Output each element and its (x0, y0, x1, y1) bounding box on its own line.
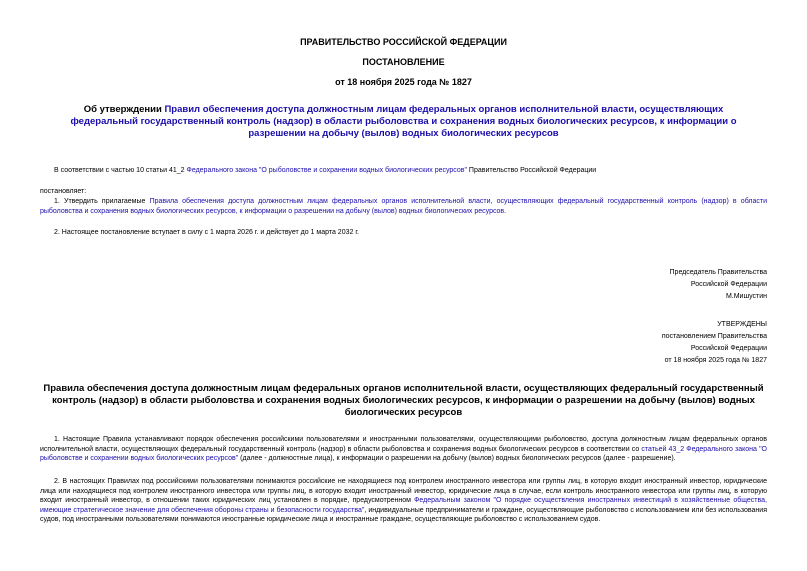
issuer-heading: ПРАВИТЕЛЬСТВО РОССИЙСКОЙ ФЕДЕРАЦИИ (300, 37, 507, 47)
preamble-text: В соответствии с частью 10 статьи 41_2 (54, 167, 187, 174)
item-1-paragraph (40, 197, 767, 216)
foreign-investment-law-link[interactable]: Федеральным законом "О порядке осуществления иностранных инвестиций в хозяйственные общества, имеющие стратегическое значение для обеспечения обороны страны и безопасности государства" (40, 497, 767, 514)
article-43-2-link[interactable]: статьей 43_2 Федерального закона "О рыболовстве и сохранении водных биологических ресурсов" (40, 445, 767, 462)
rule-2-end: , индивидуальные предприниматели и граждане, осуществляющие рыболовство с использованием или без использования судов, под иностранными пользователями понимаются иностранные юридические лица и иностранные граждане, осуществляющие рыболовство с использованием судов. (40, 506, 767, 523)
item-2-paragraph: 2. Настоящее постановление вступает в силу с 1 марта 2026 г. и действует до 1 марта 2032 г. (54, 229, 359, 236)
resolves-label: постановляет: (40, 188, 87, 195)
title-rules-link[interactable]: Правил обеспечения доступа должностным лицам федеральных органов исполнительной власти, осуществляющих федеральный государственный контроль (надзор) в области рыболовства и сохранения водных биологических ресурсов, к информации о разрешении на добычу (вылов) водных биологических ресурсов (70, 104, 737, 139)
title-prefix: Об утверждении (83, 104, 165, 115)
rule-1-end: (далее - должностные лица), к информации о разрешении на добычу (вылов) водных биологических ресурсов (далее - разрешение). (238, 455, 676, 462)
approval-heading: УТВЕРЖДЕНЫ (717, 321, 767, 328)
document-date-number: от 18 ноября 2025 года № 1827 (335, 77, 472, 87)
approval-date: от 18 ноября 2025 года № 1827 (664, 357, 767, 364)
fishing-law-link[interactable]: Федерального закона "О рыболовстве и сохранении водных биологических ресурсов" (186, 167, 467, 174)
item-1-end: . (504, 207, 507, 215)
rules-link[interactable]: Правила обеспечения доступа должностным лицам федеральных органов исполнительной власти, осуществляющих федеральный государственный контроль (надзор) в области рыболовства и сохранения водных биологических ресурсов, к информации о разрешении на добычу (вылов) водных биологических ресурсов (40, 198, 767, 215)
document-title (52, 104, 755, 140)
approval-by: постановлением Правительства (661, 333, 767, 340)
document-type: ПОСТАНОВЛЕНИЕ (362, 57, 445, 67)
signature-position: Председатель Правительства (669, 269, 767, 276)
rule-2-text: 2. В настоящих Правилах под российскими пользователями понимаются российские не находящиеся под контролем иностранного инвестора или группы лиц, в которую входит иностранный инвестор, юридические лица или находящиеся под контролем иностранного инвестора или группы лиц, в которую входит иностранный инвестор, юридические лица в случае, если контроль иностранного инвестора или группы лиц, в которую входит иностранный инвестор, в отношении таких юридических лиц установлен в порядке, предусмотренном (40, 478, 767, 504)
item-1-text: 1. Утвердить прилагаемые (54, 198, 150, 205)
preamble-paragraph (40, 166, 767, 176)
rule-1-text: 1. Настоящие Правила устанавливают порядок обеспечения российскими пользователями и иностранными пользователями, осуществляющими рыболовство, доступа должностным лицам федеральных органов исполнительной власти, осуществляющих федеральный государственный контроль (надзор) в области рыболовства и сохранения водных биологических ресурсов в соответствии со (40, 436, 767, 453)
rule-2-paragraph (40, 477, 767, 525)
signature-country: Российской Федерации (690, 281, 767, 288)
signature-name: М.Мишустин (725, 293, 767, 300)
signature-block (547, 267, 767, 303)
approval-block (547, 319, 767, 367)
approval-country: Российской Федерации (690, 345, 767, 352)
preamble-text-end: Правительство Российской Федерации (466, 167, 597, 174)
rules-title: Правила обеспечения доступа должностным лицам федеральных органов исполнительной власти, осуществляющих федеральный государственный контроль (надзор) в области рыболовства и сохранения водных биологических ресурсов, к информации о разрешении на добычу (вылов) водных биологических ресурсов (43, 383, 764, 418)
rule-1-paragraph (40, 435, 767, 464)
